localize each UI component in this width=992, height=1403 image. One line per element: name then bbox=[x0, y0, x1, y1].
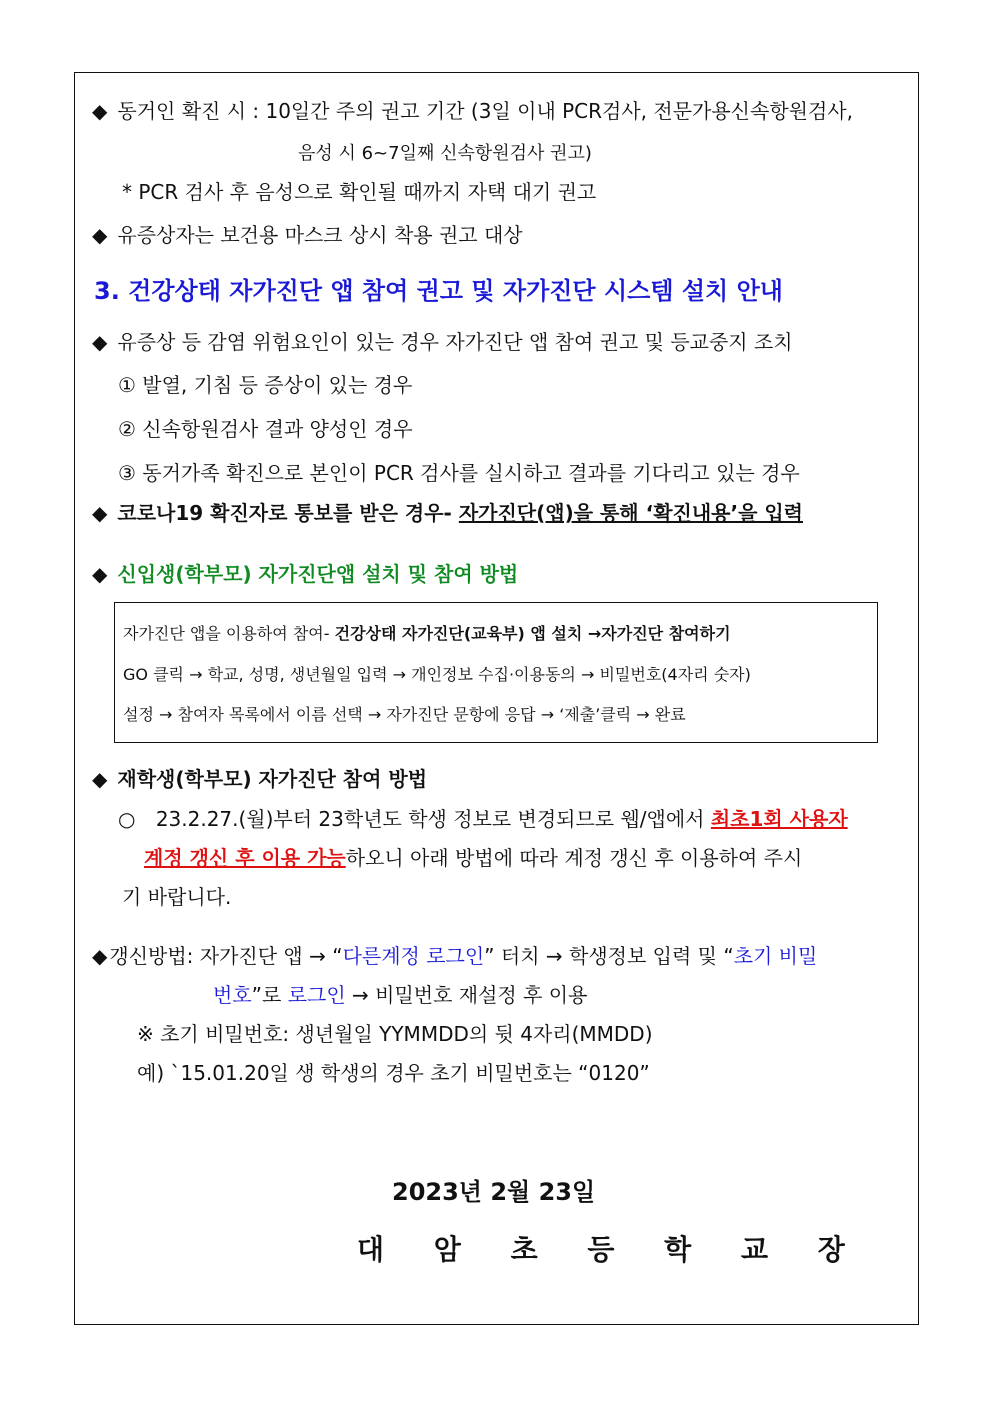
diamond-bullet-icon: ◆ bbox=[92, 99, 108, 123]
diamond-bullet-icon: ◆ bbox=[92, 944, 108, 968]
renew-note-1: ※ 초기 비밀번호: 생년월일 YYMMDD의 뒷 4자리(MMDD) bbox=[137, 1022, 653, 1046]
renew-other-account-login: 다른계정 로그인 bbox=[342, 944, 485, 968]
item-new-students bbox=[92, 561, 518, 587]
renew-text-3: ”로 bbox=[251, 983, 282, 1007]
steps-line-3: 설정 → 참여자 목록에서 이름 선택 → 자가진단 문항에 응답 → ‘제출’클릭 → 완료 bbox=[123, 705, 686, 724]
item-confirmed bbox=[92, 500, 803, 526]
symptom-text: 유증상 등 감염 위험요인이 있는 경우 자가진단 앱 참여 권고 및 등교중지 조치 bbox=[117, 330, 793, 354]
renew-initial-password-1: 초기 비밀 bbox=[733, 944, 818, 968]
mask-text: 유증상자는 보건용 마스크 상시 착용 권고 대상 bbox=[117, 223, 523, 247]
item-mask bbox=[92, 222, 523, 248]
document-date: 2023년 2월 23일 bbox=[392, 1178, 596, 1206]
diamond-bullet-icon: ◆ bbox=[92, 562, 108, 586]
current-students-line-3: 기 바랍니다. bbox=[122, 885, 232, 909]
renew-note-2: 예) `15.01.20일 생 학생의 경우 초기 비밀번호는 “0120” bbox=[137, 1061, 650, 1085]
diamond-bullet-icon: ◆ bbox=[92, 501, 108, 525]
diamond-bullet-icon: ◆ bbox=[92, 330, 108, 354]
item-symptom bbox=[92, 329, 793, 355]
renew-initial-password-2: 번호 bbox=[213, 983, 252, 1007]
confirmed-instruction: 자가진단(앱)을 통해 ‘확진내용’을 입력 bbox=[458, 501, 803, 525]
new-students-title: 신입생(학부모) 자가진단앱 설치 및 참여 방법 bbox=[117, 562, 519, 586]
new-students-steps-box bbox=[114, 602, 878, 743]
current-highlight-1: 최초1회 사용자 bbox=[710, 807, 848, 831]
circle-bullet-icon: ○ bbox=[118, 807, 136, 831]
steps-line-2: GO 클릭 → 학교, 성명, 생년월일 입력 → 개인정보 수집·이용동의 → 비밀번호(4자리 숫자) bbox=[123, 665, 751, 684]
renew-text-1: 갱신방법: 자가진단 앱 → “ bbox=[109, 944, 343, 968]
diamond-bullet-icon: ◆ bbox=[92, 223, 108, 247]
current-highlight-2: 계정 갱신 후 이용 가능 bbox=[144, 846, 346, 870]
renew-text-2: ” 터치 → 학생정보 입력 및 “ bbox=[484, 944, 734, 968]
current-students-line-1 bbox=[118, 806, 848, 832]
section3-heading: 3. 건강상태 자가진단 앱 참여 권고 및 자가진단 시스템 설치 안내 bbox=[94, 277, 783, 305]
item-quarantine bbox=[92, 98, 853, 124]
quarantine-text: 동거인 확진 시 : 10일간 주의 권고 기간 (3일 이내 PCR검사, 전문가용신속항원검사, bbox=[117, 99, 853, 123]
quarantine-note: * PCR 검사 후 음성으로 확인될 때까지 자택 대기 권고 bbox=[122, 180, 597, 204]
quarantine-continuation: 음성 시 6~7일째 신속항원검사 권고) bbox=[298, 143, 592, 164]
renew-text-4: → 비밀번호 재설정 후 이용 bbox=[352, 983, 588, 1007]
current-students-line-2 bbox=[144, 845, 802, 871]
renew-login: 로그인 bbox=[287, 983, 346, 1007]
current-text-2: 하오니 아래 방법에 따라 계정 갱신 후 이용하여 주시 bbox=[345, 846, 803, 870]
item-renew bbox=[92, 943, 817, 969]
steps-line-1 bbox=[123, 623, 731, 645]
renew-line-2 bbox=[213, 982, 587, 1008]
confirmed-lead: 코로나19 확진자로 통보를 받은 경우- bbox=[117, 501, 452, 525]
current-text-1: 23.2.27.(월)부터 23학년도 학생 정보로 변경되므로 웹/앱에서 bbox=[155, 807, 705, 831]
steps-line-1-plain: 자가진단 앱을 이용하여 참여- bbox=[123, 624, 330, 643]
symptom-case-1: ① 발열, 기침 등 증상이 있는 경우 bbox=[118, 373, 413, 397]
item-current-students bbox=[92, 766, 427, 792]
symptom-case-2: ② 신속항원검사 결과 양성인 경우 bbox=[118, 417, 413, 441]
current-students-title: 재학생(학부모) 자가진단 참여 방법 bbox=[117, 767, 428, 791]
diamond-bullet-icon: ◆ bbox=[92, 767, 108, 791]
school-principal-signature: 대 암 초 등 학 교 장 bbox=[357, 1233, 865, 1266]
symptom-case-3: ③ 동거가족 확진으로 본인이 PCR 검사를 실시하고 결과를 기다리고 있는 경우 bbox=[118, 461, 800, 485]
steps-line-1-bold: 건강상태 자가진단(교육부) 앱 설치 →자가진단 참여하기 bbox=[334, 624, 731, 643]
